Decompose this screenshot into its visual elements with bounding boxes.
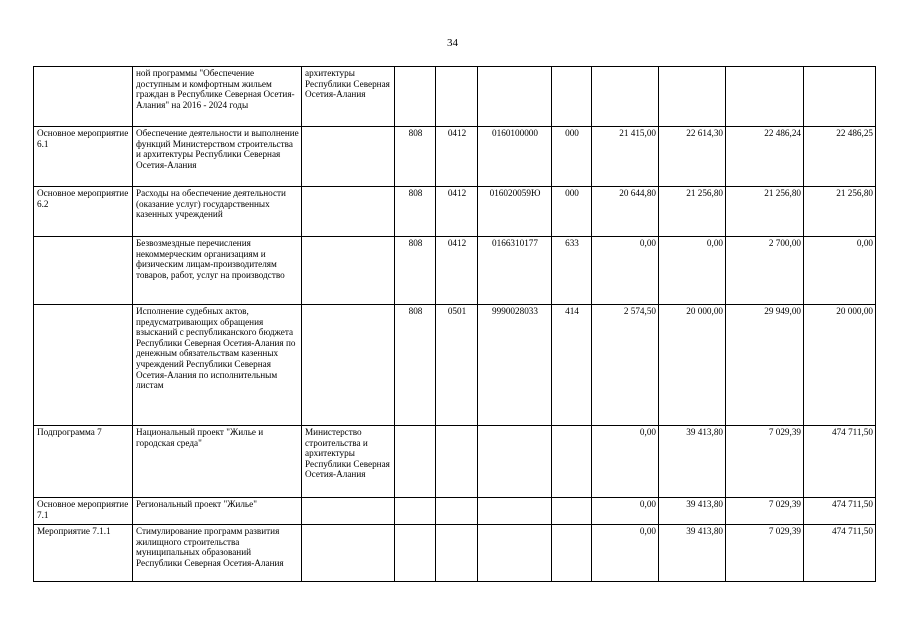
row-value-2: 39 413,80	[659, 426, 726, 498]
row-rzpr: 0412	[436, 237, 478, 305]
row-status: Основное мероприятие 7.1	[34, 498, 133, 525]
row-csr: 0160100000	[478, 127, 552, 187]
row-rzpr: 0412	[436, 187, 478, 237]
table-row	[34, 498, 876, 525]
row-executor	[302, 498, 395, 525]
row-executor: архитектуры Республики Северная Осетия-Алания	[302, 67, 395, 127]
row-value-4: 22 486,25	[804, 127, 876, 187]
row-status	[34, 67, 133, 127]
row-name: Расходы на обеспечение деятельности (оказание услуг) государственных казенных учреждений	[133, 187, 302, 237]
row-value-1: 20 644,80	[592, 187, 659, 237]
row-executor	[302, 237, 395, 305]
row-value-4: 20 000,00	[804, 305, 876, 426]
row-rzpr	[436, 67, 478, 127]
row-vr: 000	[552, 127, 592, 187]
row-value-2: 39 413,80	[659, 498, 726, 525]
row-value-3: 21 256,80	[726, 187, 804, 237]
row-status: Подпрограмма 7	[34, 426, 133, 498]
row-vr	[552, 426, 592, 498]
row-vr: 414	[552, 305, 592, 426]
row-csr: 0166310177	[478, 237, 552, 305]
row-value-2: 21 256,80	[659, 187, 726, 237]
row-value-2: 20 000,00	[659, 305, 726, 426]
row-name: Национальный проект "Жилье и городская среда"	[133, 426, 302, 498]
row-value-1: 0,00	[592, 426, 659, 498]
row-grbs: 808	[395, 237, 436, 305]
row-name: Региональный проект "Жилье"	[133, 498, 302, 525]
row-grbs: 808	[395, 305, 436, 426]
row-value-4: 474 711,50	[804, 498, 876, 525]
row-name: ной программы "Обеспечение доступным и комфортным жильем граждан в Республике Северная Осетия-Алания" на 2016 - 2024 годы	[133, 67, 302, 127]
row-name: Обеспечение деятельности и выполнение функций Министерством строительства и архитектуры Республики Северная Осетия-Алания	[133, 127, 302, 187]
row-grbs: 808	[395, 187, 436, 237]
row-executor	[302, 127, 395, 187]
row-vr: 633	[552, 237, 592, 305]
row-executor	[302, 187, 395, 237]
row-value-1	[592, 67, 659, 127]
row-value-4: 474 711,50	[804, 426, 876, 498]
row-value-3: 2 700,00	[726, 237, 804, 305]
row-value-2: 0,00	[659, 237, 726, 305]
row-value-2	[659, 67, 726, 127]
row-value-2: 39 413,80	[659, 525, 726, 582]
row-value-3: 7 029,39	[726, 498, 804, 525]
table-row	[34, 67, 876, 127]
row-value-1: 2 574,50	[592, 305, 659, 426]
row-grbs	[395, 498, 436, 525]
table-row	[34, 426, 876, 498]
table-row	[34, 305, 876, 426]
row-value-3: 7 029,39	[726, 426, 804, 498]
row-vr: 000	[552, 187, 592, 237]
row-name: Исполнение судебных актов, предусматривающих обращения взысканий с республиканского бюджета Республики Северная Осетия-Алания по денежным обязательствам казенных учреждений Республики Северная Осетия-Алания по исполнительным листам	[133, 305, 302, 426]
row-status: Основное мероприятие 6.2	[34, 187, 133, 237]
row-csr	[478, 525, 552, 582]
row-csr	[478, 426, 552, 498]
row-vr	[552, 525, 592, 582]
row-value-4: 474 711,50	[804, 525, 876, 582]
row-executor: Министерство строительства и архитектуры Республики Северная Осетия-Алания	[302, 426, 395, 498]
row-rzpr: 0412	[436, 127, 478, 187]
row-value-3: 29 949,00	[726, 305, 804, 426]
row-name: Безвозмездные перечисления некоммерческим организациям и физическим лицам-производителям товаров, работ, услуг на производство	[133, 237, 302, 305]
row-csr: 016020059Ю	[478, 187, 552, 237]
row-value-1: 21 415,00	[592, 127, 659, 187]
row-value-3: 7 029,39	[726, 525, 804, 582]
row-rzpr: 0501	[436, 305, 478, 426]
row-value-4: 0,00	[804, 237, 876, 305]
row-value-3: 22 486,24	[726, 127, 804, 187]
row-rzpr	[436, 498, 478, 525]
budget-table	[33, 66, 876, 582]
table-row	[34, 525, 876, 582]
row-status: Мероприятие 7.1.1	[34, 525, 133, 582]
row-executor	[302, 305, 395, 426]
row-rzpr	[436, 525, 478, 582]
row-grbs: 808	[395, 127, 436, 187]
row-rzpr	[436, 426, 478, 498]
row-executor	[302, 525, 395, 582]
table-row	[34, 127, 876, 187]
row-value-1: 0,00	[592, 525, 659, 582]
row-value-3	[726, 67, 804, 127]
row-value-4	[804, 67, 876, 127]
table-row	[34, 187, 876, 237]
row-csr	[478, 67, 552, 127]
row-csr	[478, 498, 552, 525]
row-vr	[552, 67, 592, 127]
row-value-2: 22 614,30	[659, 127, 726, 187]
page-number: 34	[447, 37, 458, 49]
row-grbs	[395, 426, 436, 498]
row-value-1: 0,00	[592, 498, 659, 525]
row-status	[34, 305, 133, 426]
row-value-1: 0,00	[592, 237, 659, 305]
row-name: Стимулирование программ развития жилищного строительства муниципальных образований Республики Северная Осетия-Алания	[133, 525, 302, 582]
row-vr	[552, 498, 592, 525]
row-csr: 9990028033	[478, 305, 552, 426]
table-row	[34, 237, 876, 305]
row-grbs	[395, 525, 436, 582]
row-grbs	[395, 67, 436, 127]
row-status: Основное мероприятие 6.1	[34, 127, 133, 187]
row-value-4: 21 256,80	[804, 187, 876, 237]
row-status	[34, 237, 133, 305]
